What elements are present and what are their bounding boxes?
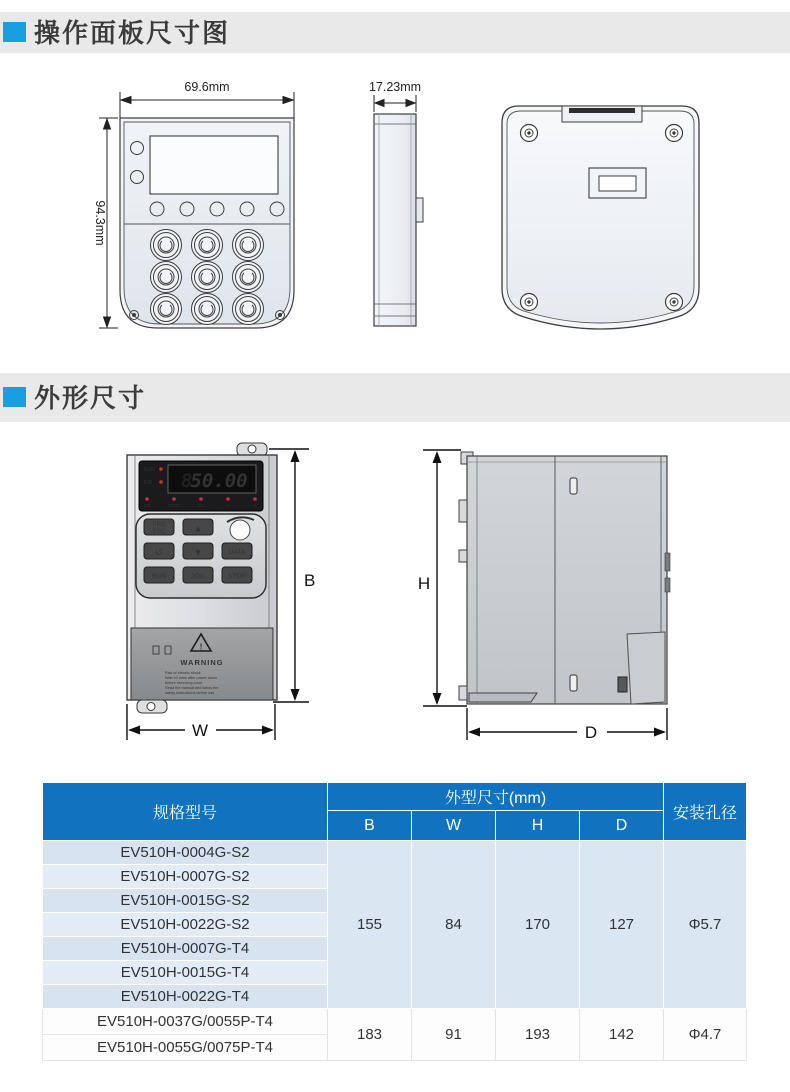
panel-side-body [374, 114, 416, 326]
col-header-model: 规格型号 [43, 783, 328, 841]
rail-tab-2 [459, 550, 467, 562]
hole-cell: Φ4.7 [664, 1009, 747, 1061]
table-row [43, 841, 747, 865]
panel-height-label: 94.3mm [93, 200, 107, 246]
panel-back-inner [507, 111, 694, 323]
inverter-side-view-drawing [415, 438, 680, 750]
mount-hole-bottom [147, 703, 155, 711]
model-cell: EV510H-0055G/0075P-T4 [43, 1035, 328, 1061]
dim-w-cell: 84 [412, 841, 496, 1009]
up-arrow-icon: ▲ [193, 523, 203, 534]
side-vent [469, 693, 537, 702]
down-arrow-icon: ▼ [193, 547, 203, 558]
col-header-dimensions: 外型尺寸(mm) [328, 783, 664, 811]
fr-led-icon [159, 480, 163, 484]
shift-arrow-icon: ↺ [154, 547, 164, 559]
rail-tab-1 [459, 500, 467, 522]
run-led-icon [159, 467, 163, 471]
dim-d-label: D [584, 723, 598, 742]
section-header-panel-dimensions [0, 12, 790, 53]
potentiometer-knob [230, 520, 250, 540]
dim-h-cell: 170 [496, 841, 580, 1009]
terminal-bump-2 [665, 578, 670, 592]
led-label-v: V [253, 503, 257, 508]
display-ghost-digit: 8 [181, 470, 193, 492]
svg-text:Wait 10 mins after power down: Wait 10 mins after power down [165, 676, 217, 680]
model-cell: EV510H-0007G-T4 [43, 937, 328, 961]
display-fr-label: F/R [144, 480, 153, 486]
rail-foot [459, 686, 467, 700]
display-frequency-value: 50.00 [190, 470, 248, 492]
section-bullet-icon [3, 387, 26, 407]
side-slot-bottom [570, 675, 577, 691]
display-run-label: RUN [144, 467, 155, 473]
dim-b-cell: 183 [328, 1009, 412, 1061]
dim-w-label: W [191, 721, 209, 740]
spec-table [42, 782, 747, 1061]
model-cell: EV510H-0015G-T4 [43, 961, 328, 985]
esc-label: ESC [152, 529, 166, 535]
model-cell: EV510H-0007G-S2 [43, 865, 328, 889]
led-label-a: A [226, 503, 230, 508]
hole-cell: Φ5.7 [664, 841, 747, 1009]
side-slot-dark [618, 677, 627, 692]
side-slot-top [570, 478, 577, 494]
dim-d [467, 708, 667, 740]
prg-label: PRG [152, 522, 166, 528]
section-title-panel: 操作面板尺寸图 [34, 18, 231, 48]
run-label: RUN [151, 573, 167, 580]
side-corner-panel [627, 632, 665, 704]
col-header-b: B [328, 811, 412, 841]
panel-side-view-drawing [352, 78, 438, 348]
model-cell: EV510H-0004G-S2 [43, 841, 328, 865]
table-row [43, 1009, 747, 1035]
section-header-outline-dimensions [0, 373, 790, 422]
svg-text:safety instructions before use: safety instructions before use [165, 691, 215, 695]
jog-label: JOG [191, 573, 205, 580]
model-cell: EV510H-0022G-S2 [43, 913, 328, 937]
section-bullet-icon [3, 22, 26, 42]
svg-text:Read the manual and follow the: Read the manual and follow the [165, 686, 219, 690]
terminal-bump-1 [665, 553, 670, 571]
panel-side-latch [416, 198, 423, 222]
dim-w-cell: 91 [412, 1009, 496, 1061]
panel-button-grid [151, 230, 264, 325]
dim-d-cell: 127 [580, 841, 664, 1009]
led-label-tune: TUNE [168, 503, 180, 508]
panel-lcd-window [150, 136, 278, 194]
section-title-outline: 外形尺寸 [34, 383, 147, 413]
inverter-front-view-drawing [113, 438, 325, 750]
warning-title: WARNING [180, 658, 224, 667]
svg-text:Risk of electric shock: Risk of electric shock [165, 671, 201, 675]
led-label-hz: Hz [198, 503, 204, 508]
panel-back-view-drawing [488, 82, 723, 347]
led-label-lr: L/R [143, 503, 151, 508]
panel-back-connector-inner [599, 176, 636, 191]
col-header-w: W [412, 811, 496, 841]
panel-width-label: 69.6mm [184, 80, 230, 94]
dim-panel-width [120, 92, 294, 118]
dim-b-cell: 155 [328, 841, 412, 1009]
col-header-hole: 安装孔径 [664, 783, 747, 841]
dim-h-label: H [417, 574, 431, 593]
col-header-d: D [580, 811, 664, 841]
panel-back-notch-bar [569, 108, 635, 113]
dim-b-label: B [304, 571, 316, 590]
dim-panel-depth [374, 95, 416, 112]
model-cell: EV510H-0037G/0055P-T4 [43, 1009, 328, 1035]
col-header-h: H [496, 811, 580, 841]
svg-text:before removing cover: before removing cover [165, 681, 203, 685]
dim-h-cell: 193 [496, 1009, 580, 1061]
model-cell: EV510H-0015G-S2 [43, 889, 328, 913]
panel-depth-label: 17.23mm [368, 80, 422, 94]
model-cell: EV510H-0022G-T4 [43, 985, 328, 1009]
warning-exclaim: ! [199, 641, 203, 652]
stop-label: STOP [227, 573, 247, 580]
panel-front-view-drawing [90, 78, 310, 348]
dim-d-cell: 142 [580, 1009, 664, 1061]
data-label: DATA [228, 549, 246, 556]
mount-hole-top [248, 445, 256, 453]
